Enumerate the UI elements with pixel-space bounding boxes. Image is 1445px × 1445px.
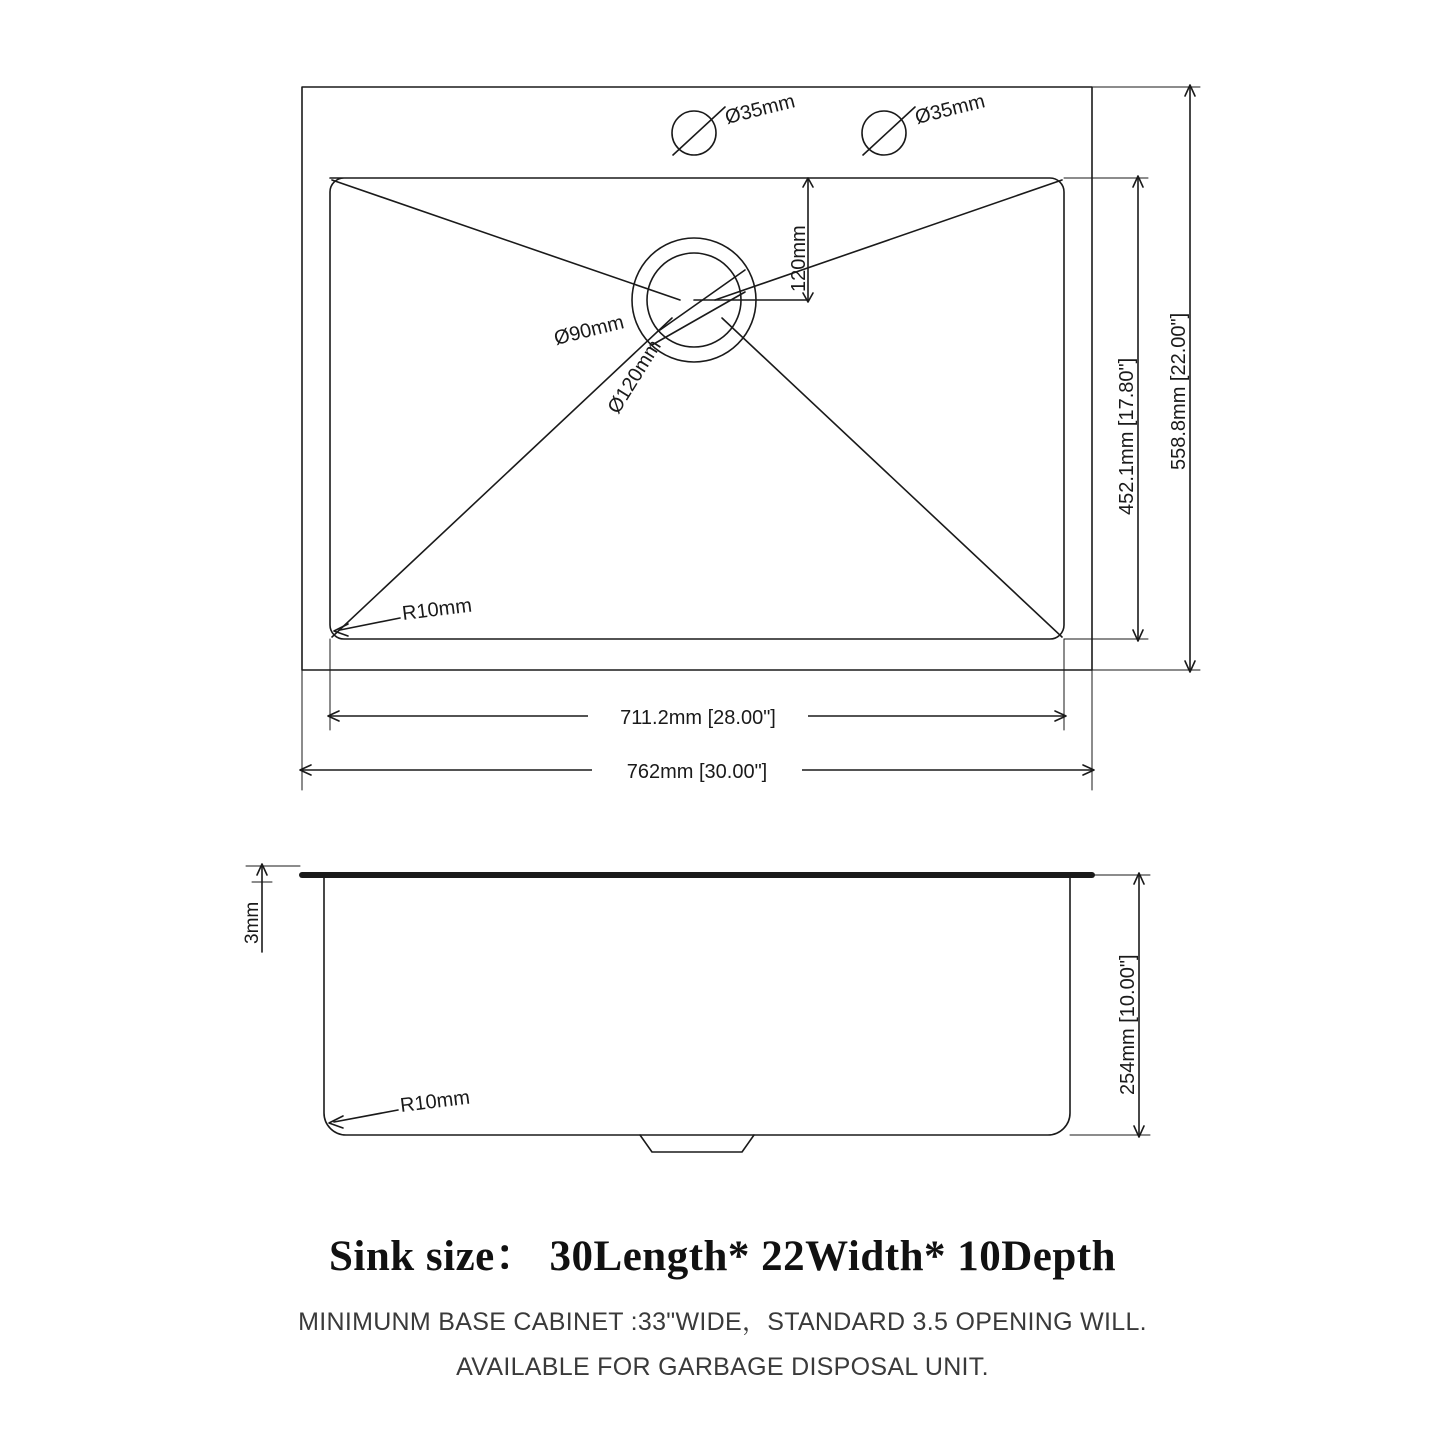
- drain-offset-label: 120mm: [788, 225, 810, 292]
- caption-line-1: MINIMUNM BASE CABINET :33"WIDE，STANDARD 3.5 OPENING WILL.: [298, 1308, 1147, 1336]
- inner-width-label: 452.1mm [17.80"]: [1116, 357, 1138, 515]
- front-view-radius-label: R10mm: [398, 1086, 472, 1117]
- top-view-radius-leader: [340, 618, 400, 630]
- faucet-hole-2-label: Ø35mm: [912, 90, 988, 129]
- faucet-hole-1-label: Ø35mm: [722, 90, 798, 129]
- outer-width-label: 558.8mm [22.00"]: [1168, 312, 1190, 470]
- faucet-hole-2-leader: [863, 107, 915, 155]
- top-view-bowl: [330, 178, 1064, 639]
- bowl-slope-br: [722, 318, 1062, 637]
- caption-body: [0, 1300, 1445, 1390]
- drain-inner-label: Ø90mm: [551, 311, 627, 350]
- caption-line-2: AVAILABLE FOR GARBAGE DISPOSAL UNIT.: [456, 1353, 989, 1381]
- faucet-hole-1-leader: [673, 107, 725, 155]
- bowl-slope-tl: [332, 180, 680, 300]
- depth-label: 254mm [10.00"]: [1117, 954, 1139, 1095]
- outer-length-label: 762mm [30.00"]: [626, 761, 768, 783]
- drain-outer-label: Ø120mm: [603, 336, 666, 418]
- faucet-hole-1: [672, 111, 716, 155]
- caption-title: Sink size： 30Length* 22Width* 10Depth: [328, 1233, 1117, 1280]
- bowl-slope-tr: [715, 180, 1062, 300]
- top-view-radius-label: R10mm: [400, 594, 474, 625]
- top-view-outer-deck: [302, 87, 1092, 670]
- inner-length-label: 711.2mm [28.00"]: [620, 707, 776, 729]
- faucet-hole-2: [862, 111, 906, 155]
- front-view-drain-stub: [640, 1135, 754, 1152]
- thickness-label: 3mm: [242, 901, 263, 944]
- bowl-slope-bl: [332, 318, 672, 637]
